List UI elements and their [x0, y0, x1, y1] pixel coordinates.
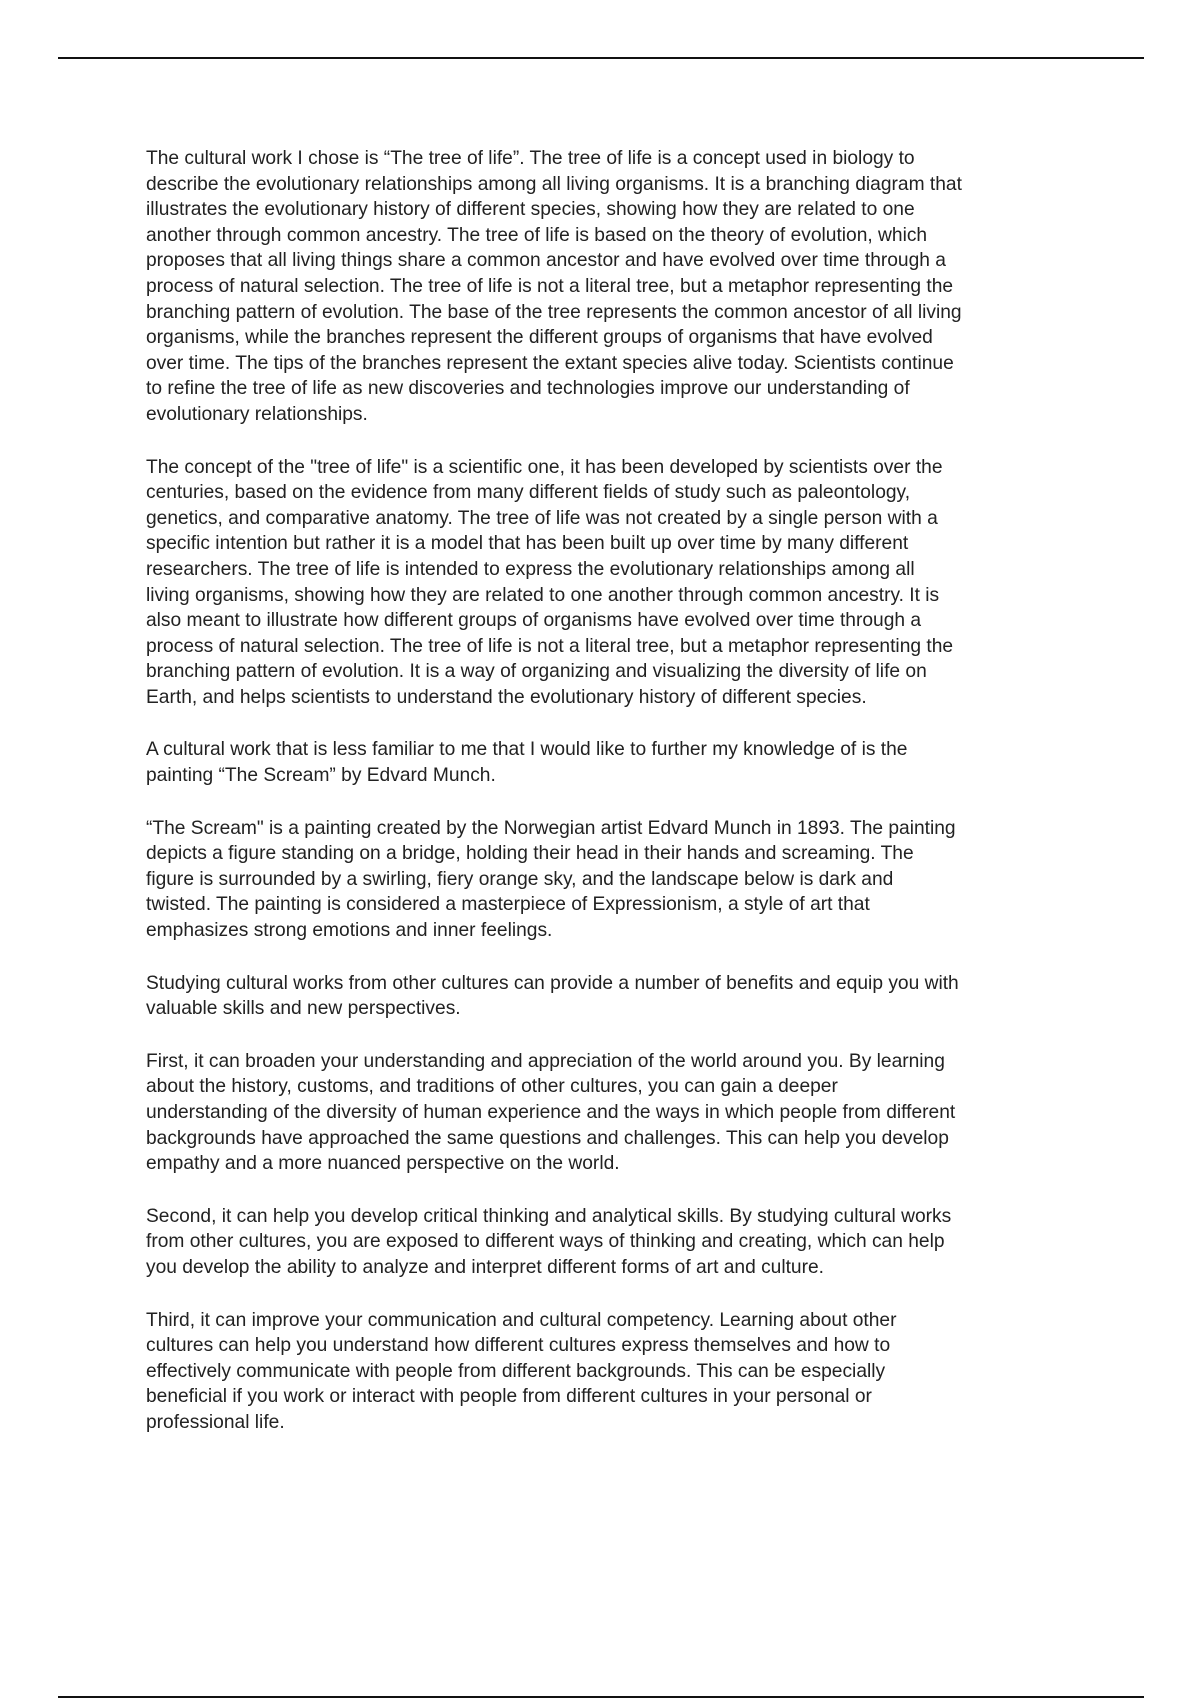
paragraph-first-benefit: First, it can broaden your understanding and appreciation of the world around you. By learning about the history, customs, and traditions of other cultures, you can gain a deeper understanding of the diversity of human experience and the ways in which people from different backgrounds have approached the same questions and challenges. This can help you develop empathy and a more nuanced perspective on the world.	[146, 1050, 956, 1175]
paragraph-less-familiar-work: A cultural work that is less familiar to me that I would like to further my knowledge of is the painting “The Scream” by Edvard Munch.	[146, 739, 908, 787]
header-rule	[58, 57, 1144, 59]
paragraph-tree-of-life-intro: The cultural work I chose is “The tree of life”. The tree of life is a concept used in biology to describe the evolutionary relationships among all living organisms. It is a branching diagram that illustrates the evolutionary history of different species, showing how they are related to one another through common ancestry. The tree of life is based on the theory of evolution, which proposes that all living things share a common ancestor and have evolved over time through a process of natural selection. The tree of life is not a literal tree, but a metaphor representing the branching pattern of evolution. The base of the tree represents the common ancestor of all living organisms, while the branches represent the different groups of organisms that have evolved over time. The tips of the branches represent the extant species alive today. Scientists continue to refine the tree of life as new discoveries and technologies improve our understanding of evolutionary relationships.	[146, 148, 962, 425]
paragraph-the-scream: “The Scream" is a painting created by the Norwegian artist Edvard Munch in 1893. The painting depicts a figure standing on a bridge, holding their head in their hands and screaming. The figure is surrounded by a swirling, fiery orange sky, and the landscape below is dark and twisted. The painting is considered a masterpiece of Expressionism, a style of art that emphasizes strong emotions and inner feelings.	[146, 817, 956, 942]
document-body	[146, 146, 1096, 1463]
footer-rule	[58, 1696, 1144, 1698]
paragraph-second-benefit: Second, it can help you develop critical thinking and analytical skills. By studying cultural works from other cultures, you are exposed to different ways of thinking and creating, which can help you develop the ability to analyze and interpret different forms of art and culture.	[146, 1205, 952, 1278]
paragraph-third-benefit: Third, it can improve your communication and cultural competency. Learning about other cultures can help you understand how different cultures express themselves and how to effectively communicate with people from different backgrounds. This can be especially beneficial if you work or interact with people from different cultures in your personal or professional life.	[146, 1309, 897, 1433]
paragraph-benefits-intro: Studying cultural works from other cultures can provide a number of benefits and equip you with valuable skills and new perspectives.	[146, 972, 959, 1020]
paragraph-tree-of-life-concept: The concept of the "tree of life" is a scientific one, it has been developed by scientists over the centuries, based on the evidence from many different fields of study such as paleontology, genetics, and comparative anatomy. The tree of life was not created by a single person with a specific intention but rather it is a model that has been built up over time by many different researchers. The tree of life is intended to express the evolutionary relationships among all living organisms, showing how they are related to one another through common ancestry. It is also meant to illustrate how different groups of organisms have evolved over time through a process of natural selection. The tree of life is not a literal tree, but a metaphor representing the branching pattern of evolution. It is a way of organizing and visualizing the diversity of life on Earth, and helps scientists to understand the evolutionary history of different species.	[146, 456, 954, 708]
